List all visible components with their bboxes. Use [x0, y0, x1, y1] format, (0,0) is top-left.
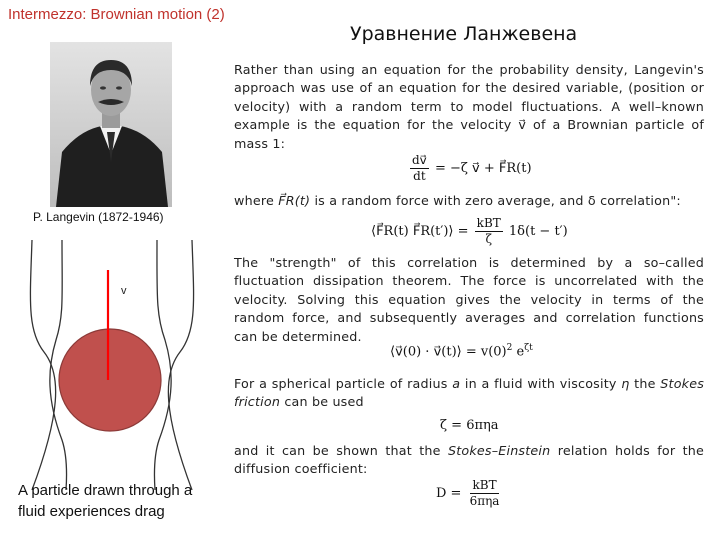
para3-text-e: the [634, 376, 656, 391]
where-line [234, 192, 704, 210]
para4-text-c: relation holds for the diffusion coefficient: [234, 443, 705, 477]
diffusion-equation [436, 478, 503, 509]
eq5-lhs: D = [436, 486, 462, 501]
paragraph-fluctuation: The "strength" of this correlation is determined by a so–called fluctuation dissipation theorem. The force is uncorrelated with the velocity. Solving this equation gives the velocity in terms of the random force, and subsequently averages and correlation functions can be determined. [234, 255, 704, 344]
para4-text-a: and it can be shown that the [234, 443, 441, 458]
drag-caption: A particle drawn through a fluid experiences drag [18, 482, 193, 520]
paragraph-stokes [234, 375, 704, 412]
slide-title: Уравнение Ланжевена [350, 23, 578, 45]
langevin-equation [408, 153, 532, 184]
velocity-label: v [121, 285, 127, 297]
para3-stokes-friction: Stokes friction [234, 376, 705, 410]
eq3-exponent: ζt [524, 343, 533, 353]
where-symbol: F⃗R(t) [278, 193, 311, 208]
eq2-denominator: ζ [485, 232, 492, 246]
eq3-exp-base: e [516, 344, 525, 360]
streamline-right-outer [168, 240, 193, 490]
eq2-lhs: ⟨F⃗R(t) F⃗R(t′)⟩ = [371, 224, 469, 239]
para4-stokes-einstein: Stokes–Einstein [447, 443, 551, 458]
eq2-numerator: kBT [476, 216, 501, 230]
correlation-equation [371, 216, 568, 247]
eq3-power: 2 [506, 343, 513, 353]
particle-circle [59, 329, 161, 431]
where-suffix: is a random force with zero average, and δ correlation": [314, 193, 681, 208]
streamline-left-outer [30, 240, 55, 490]
eq5-numerator: kBT [472, 478, 497, 492]
paragraph-stokes-einstein [234, 442, 704, 479]
particle-flow-diagram [22, 240, 212, 490]
eq3-main: ⟨v⃗(0) · v⃗(t)⟩ = v(0) [390, 344, 507, 360]
eq1-rhs: = −ζ v⃗ + F⃗R(t) [434, 161, 532, 176]
para3-viscosity: η [621, 376, 630, 391]
para3-radius: a [452, 376, 461, 391]
paragraph-intro: Rather than using an equation for the probability density, Langevin's approach was use of an equation for the desired variable, (position or velocity) with a random term to model fluctuations. A well–known example is the equation for the velocity v⃗ of a Brownian particle of mass 1: [234, 62, 704, 151]
header-title: Intermezzo: Brownian motion (2) [8, 6, 225, 23]
stokes-friction-equation: ζ = 6πηa [440, 418, 499, 433]
eq1-numerator: dv⃗ [412, 153, 427, 167]
velocity-correlation-equation [390, 343, 533, 359]
where-prefix: where [234, 193, 274, 208]
portrait-caption: P. Langevin (1872-1946) [33, 210, 164, 224]
eq5-denominator: 6πηa [469, 494, 500, 508]
para3-text-a: For a spherical particle of radius [234, 376, 448, 391]
portrait-photo [50, 42, 172, 207]
para3-text-g: can be used [284, 394, 364, 410]
eq2-rhs: 1δ(t − t′) [508, 224, 568, 239]
eq1-denominator: dt [413, 169, 426, 183]
para3-text-c: in a fluid with viscosity [464, 376, 617, 391]
